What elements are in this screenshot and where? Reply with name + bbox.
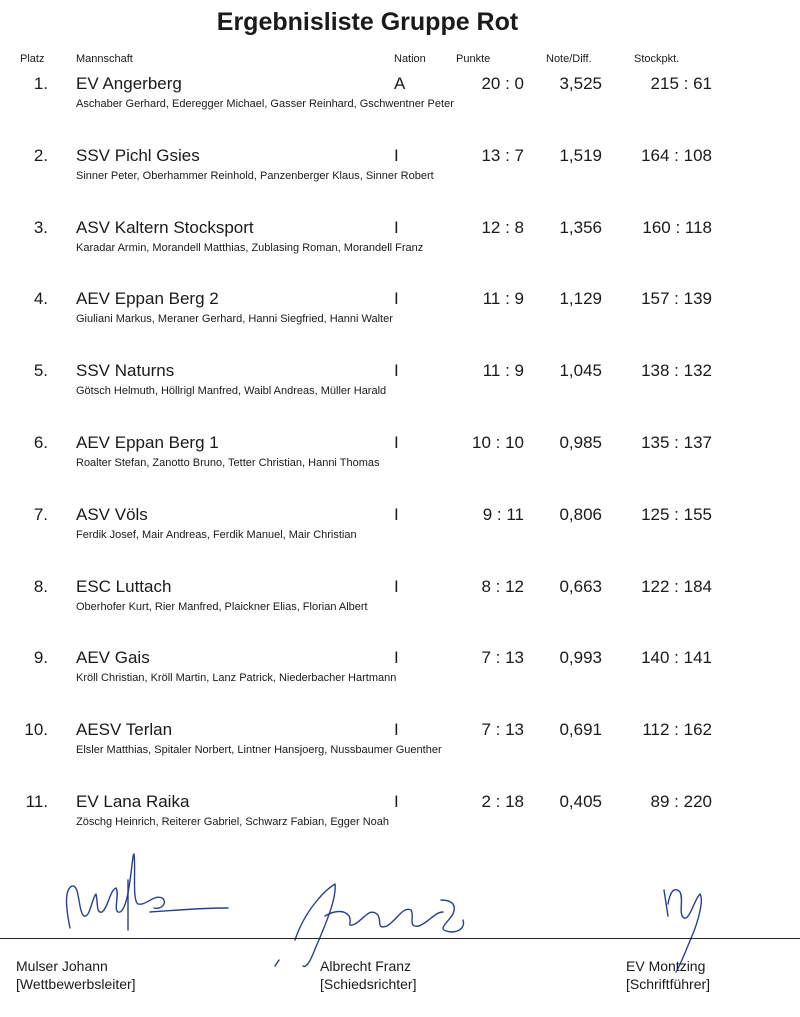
header-stockpunkte: Stockpkt. — [634, 53, 680, 65]
team-nation: I — [394, 433, 399, 452]
team-nation: I — [394, 648, 399, 668]
team-stock-points: 122 : 184 — [641, 576, 712, 596]
team-stock-points: 125 : 155 — [641, 504, 712, 524]
team-points: 11 : 9 — [482, 289, 524, 309]
team-points: 10 : 10 — [472, 433, 524, 452]
row-place: 10. — [24, 720, 48, 740]
team-note-diff: 0,985 — [559, 433, 602, 452]
row-place: 7. — [33, 504, 48, 524]
table-row — [0, 289, 800, 349]
team-nation: I — [394, 145, 399, 165]
signatory-name: EV Montzing — [626, 958, 706, 974]
row-place: 2. — [33, 145, 48, 165]
signature-block-wettbewerbsleiter — [16, 957, 136, 993]
team-members: Giuliani Markus, Meraner Gerhard, Hanni Siegfried, Hanni Walter — [76, 313, 393, 326]
row-place: 8. — [33, 576, 48, 596]
team-points: 20 : 0 — [481, 74, 524, 93]
table-row — [0, 505, 800, 565]
team-members: Kröll Christian, Kröll Martin, Lanz Patrick, Niederbacher Hartmann — [76, 672, 397, 685]
team-note-diff: 1,045 — [559, 361, 602, 381]
team-members: Roalter Stefan, Zanotto Bruno, Tetter Christian, Hanni Thomas — [76, 457, 380, 469]
signature-block-schriftfuehrer — [626, 957, 710, 993]
row-place: 6. — [33, 433, 48, 452]
team-note-diff: 0,993 — [559, 648, 602, 668]
team-members: Sinner Peter, Oberhammer Reinhold, Panzenberger Klaus, Sinner Robert — [76, 169, 434, 182]
team-note-diff: 0,691 — [559, 720, 602, 740]
table-row — [0, 433, 800, 493]
table-row — [0, 74, 800, 134]
team-note-diff: 3,525 — [559, 74, 602, 93]
team-members: Götsch Helmuth, Höllrigl Manfred, Waibl Andreas, Müller Harald — [76, 385, 387, 398]
signature-line — [0, 938, 800, 939]
team-note-diff: 0,405 — [559, 792, 602, 811]
header-punkte: Punkte — [456, 53, 491, 65]
table-row — [0, 218, 800, 278]
team-members: Aschaber Gerhard, Ederegger Michael, Gasser Reinhard, Gschwentner Peter — [76, 98, 454, 110]
team-note-diff: 0,663 — [559, 576, 602, 596]
team-points: 13 : 7 — [481, 145, 524, 165]
row-place: 9. — [33, 648, 48, 668]
team-note-diff: 1,519 — [559, 145, 602, 165]
team-stock-points: 140 : 141 — [641, 648, 712, 668]
team-name: SSV Pichl Gsies — [76, 145, 200, 165]
signature-mulser — [50, 850, 230, 940]
team-nation: I — [394, 576, 399, 596]
team-nation: A — [394, 74, 406, 93]
team-points: 7 : 13 — [481, 720, 524, 740]
table-row — [0, 146, 800, 206]
team-stock-points: 160 : 118 — [642, 217, 712, 237]
table-row — [0, 577, 800, 637]
header-nation: Nation — [394, 53, 426, 65]
team-points: 7 : 13 — [481, 648, 524, 668]
team-name: ASV Völs — [76, 504, 148, 524]
team-nation: I — [394, 361, 399, 381]
page-title: Ergebnisliste Gruppe Rot — [216, 8, 519, 36]
team-name: AEV Eppan Berg 2 — [76, 289, 219, 309]
header-note-diff: Note/Diff. — [546, 53, 592, 65]
team-nation: I — [394, 217, 399, 237]
team-stock-points: 89 : 220 — [650, 792, 712, 811]
table-row — [0, 648, 800, 708]
team-name: SSV Naturns — [76, 361, 175, 381]
team-name: ASV Kaltern Stocksport — [76, 217, 254, 237]
team-stock-points: 157 : 139 — [641, 289, 712, 309]
row-place: 4. — [33, 289, 48, 309]
header-platz: Platz — [20, 53, 45, 65]
team-note-diff: 1,129 — [559, 289, 602, 309]
team-members: Karadar Armin, Morandell Matthias, Zublasing Roman, Morandell Franz — [76, 241, 424, 254]
row-place: 5. — [33, 361, 48, 381]
team-stock-points: 164 : 108 — [641, 145, 712, 165]
signatory-role: [Schriftführer] — [626, 976, 711, 992]
team-points: 2 : 18 — [481, 792, 524, 811]
team-members: Ferdik Josef, Mair Andreas, Ferdik Manuel, Mair Christian — [76, 528, 357, 541]
team-name: AEV Gais — [76, 648, 150, 668]
signatory-name: Mulser Johann — [16, 958, 108, 974]
team-name: EV Lana Raika — [76, 792, 190, 811]
team-points: 12 : 8 — [481, 217, 524, 237]
team-points: 11 : 9 — [482, 361, 524, 381]
signatory-role: [Wettbewerbsleiter] — [16, 976, 136, 992]
team-nation: I — [394, 792, 399, 811]
header-mannschaft: Mannschaft — [76, 53, 133, 65]
row-place: 11. — [25, 792, 48, 811]
team-members: Oberhofer Kurt, Rier Manfred, Plaickner Elias, Florian Albert — [76, 600, 368, 613]
team-stock-points: 112 : 162 — [642, 720, 712, 740]
signatory-name: Albrecht Franz — [320, 958, 412, 974]
team-stock-points: 138 : 132 — [641, 361, 712, 381]
team-points: 8 : 12 — [481, 576, 524, 596]
row-place: 3. — [33, 217, 48, 237]
team-name: AEV Eppan Berg 1 — [76, 433, 219, 452]
team-stock-points: 135 : 137 — [641, 433, 712, 452]
team-members: Zöschg Heinrich, Reiterer Gabriel, Schwarz Fabian, Egger Noah — [76, 816, 390, 828]
team-points: 9 : 11 — [482, 504, 524, 524]
team-stock-points: 215 : 61 — [650, 74, 712, 93]
team-nation: I — [394, 720, 399, 740]
team-nation: I — [394, 504, 399, 524]
table-row — [0, 361, 800, 421]
table-row — [0, 720, 800, 780]
team-name: EV Angerberg — [76, 74, 182, 93]
team-note-diff: 0,806 — [559, 504, 602, 524]
table-row — [0, 792, 800, 852]
signature-block-schiedsrichter — [320, 957, 416, 993]
team-nation: I — [394, 289, 399, 309]
row-place: 1. — [33, 74, 48, 93]
team-name: ESC Luttach — [76, 576, 172, 596]
signatory-role: [Schiedsrichter] — [320, 976, 417, 992]
team-note-diff: 1,356 — [559, 217, 602, 237]
team-name: AESV Terlan — [76, 720, 173, 740]
team-members: Elsler Matthias, Spitaler Norbert, Lintner Hansjoerg, Nussbaumer Guenther — [76, 744, 442, 757]
